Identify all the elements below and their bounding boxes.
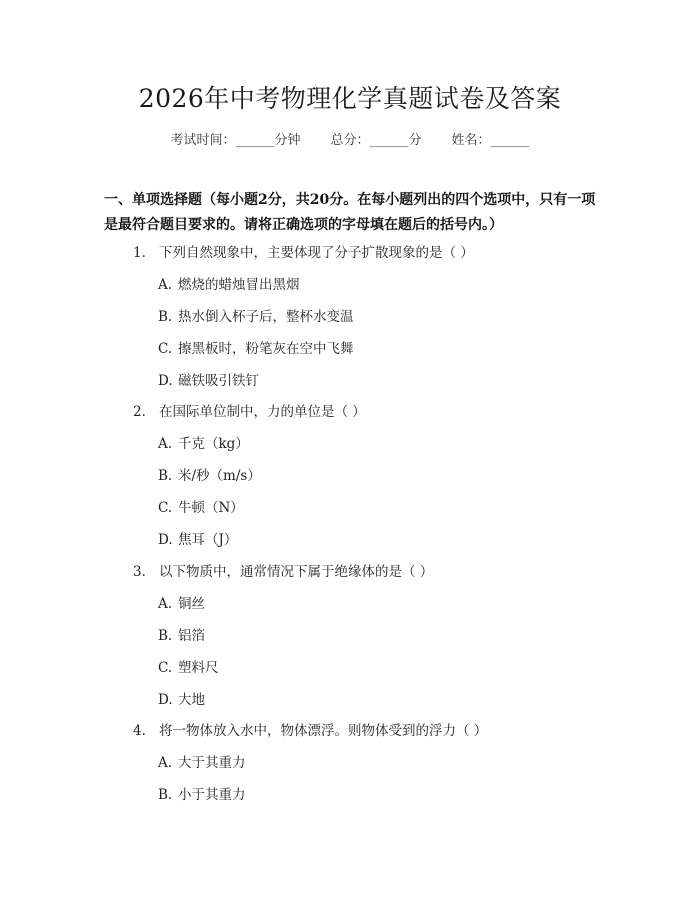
question-stem: 以下物质中，通常情况下属于绝缘体的是（ ） (159, 564, 434, 580)
question-stem: 下列自然现象中，主要体现了分子扩散现象的是（ ） (159, 245, 474, 261)
question-2-option-b (158, 467, 261, 485)
option-text: 小于其重力 (178, 787, 246, 803)
question-2-option-d (158, 531, 237, 549)
option-letter: D. (158, 373, 173, 389)
option-text: 塑料尺 (178, 660, 219, 676)
option-text: 大于其重力 (178, 755, 246, 771)
section-heading: 一、单项选择题（每小题2分，共20分。在每小题列出的四个选项中，只有一项是最符合题目要求的。请将正确选项的字母填在题后的括号内。） (104, 192, 596, 233)
exam-time-label: 考试时间：______分钟 (170, 133, 301, 148)
option-text: 牛顿（N） (178, 500, 244, 516)
option-text: 大地 (178, 692, 205, 708)
question-stem: 在国际单位制中，力的单位是（ ） (159, 404, 366, 420)
option-letter: B. (158, 628, 173, 644)
question-1-option-b (158, 308, 354, 326)
question-4-option-b (158, 786, 246, 804)
option-letter: D. (158, 692, 173, 708)
option-text: 热水倒入杯子后，整杯水变温 (178, 309, 354, 325)
option-letter: B. (158, 468, 173, 484)
option-text: 铜丝 (178, 596, 205, 612)
question-1-option-c (158, 340, 354, 358)
option-text: 焦耳（J） (178, 532, 238, 548)
question-1-option-d (158, 372, 259, 390)
student-name-label: 姓名：______ (451, 133, 530, 148)
question-number: 1. (133, 245, 146, 261)
question-3-option-a (158, 595, 205, 613)
option-text: 千克（kg） (178, 436, 249, 452)
exam-meta (0, 132, 700, 150)
option-letter: A. (158, 436, 173, 452)
option-letter: A. (158, 277, 173, 293)
option-letter: C. (158, 660, 173, 676)
question-3-option-d (158, 691, 205, 709)
question-number: 2. (133, 404, 146, 420)
option-letter: A. (158, 596, 173, 612)
question-2-option-c (158, 499, 244, 517)
option-text: 擦黑板时，粉笔灰在空中飞舞 (178, 341, 354, 357)
question-4 (133, 722, 487, 740)
question-4-option-a (158, 754, 246, 772)
option-text: 燃烧的蜡烛冒出黑烟 (178, 277, 300, 293)
question-number: 3. (133, 564, 146, 580)
option-letter: D. (158, 532, 173, 548)
option-letter: C. (158, 341, 173, 357)
option-text: 米/秒（m/s） (178, 468, 261, 484)
question-1 (133, 244, 474, 262)
option-letter: B. (158, 787, 173, 803)
question-2 (133, 403, 366, 421)
question-stem: 将一物体放入水中，物体漂浮。则物体受到的浮力（ ） (159, 723, 488, 739)
option-text: 铝箔 (178, 628, 205, 644)
question-3 (133, 563, 433, 581)
page-title: 2026年中考物理化学真题试卷及答案 (138, 84, 562, 113)
total-score-label: 总分：______分 (330, 133, 422, 148)
question-3-option-b (158, 627, 205, 645)
option-letter: C. (158, 500, 173, 516)
option-letter: B. (158, 309, 173, 325)
question-2-option-a (158, 435, 249, 453)
question-1-option-a (158, 276, 300, 294)
option-letter: A. (158, 755, 173, 771)
question-3-option-c (158, 659, 219, 677)
question-number: 4. (133, 723, 146, 739)
option-text: 磁铁吸引铁钉 (178, 373, 259, 389)
